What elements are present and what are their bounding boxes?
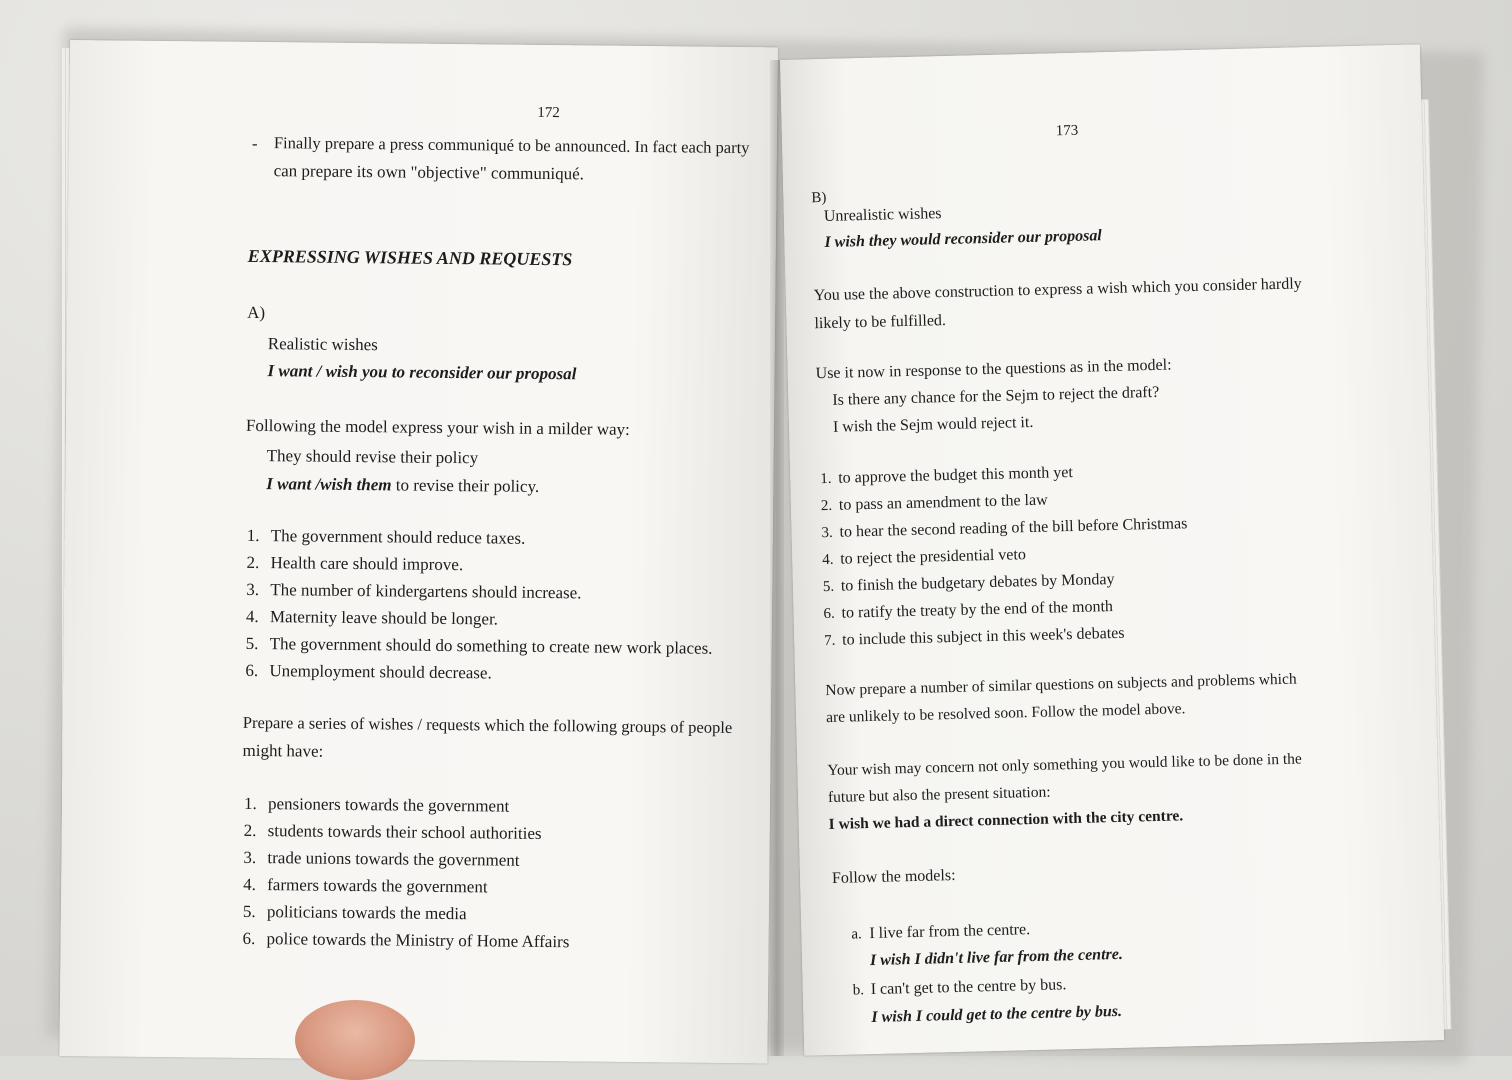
list-item: 4. farmers towards the government (243, 874, 488, 897)
part-a-subheading: Realistic wishes (267, 334, 378, 355)
list-item: 2. to pass an amendment to the law (820, 491, 1048, 515)
list-item: 2. students towards their school authorities (243, 820, 542, 843)
list-item: 4. to reject the presidential veto (822, 546, 1027, 569)
part-a-label: A) (247, 302, 266, 323)
section-heading: EXPRESSING WISHES AND REQUESTS (247, 245, 573, 270)
list-item: 5. to finish the budgetary debates by Monday (822, 570, 1115, 596)
follow-models-instruction: Follow the models: (831, 866, 956, 887)
page-number-right: 173 (1055, 122, 1079, 140)
present-line-1: Your wish may concern not only something you would like to be done in the (827, 750, 1303, 780)
intro-line-1: Finally prepare a press communiqué to be announced. In fact each party (273, 133, 750, 158)
list-item: 3. trade unions towards the government (243, 847, 520, 870)
part-b-label: B) (811, 189, 827, 207)
part-b-example: I wish they would reconsider our proposal (824, 227, 1102, 251)
book-gutter (770, 60, 784, 1056)
left-page (59, 40, 778, 1063)
milder-model-line: They should revise their policy (266, 446, 479, 468)
model-b-answer: I wish I could get to the centre by bus. (871, 1002, 1123, 1027)
list-item: 5. The government should do something to create new work places. (245, 633, 713, 658)
list-item: 3. to hear the second reading of the bill before Christmas (821, 515, 1188, 542)
prepare-line-1: Now prepare a number of similar questions on subjects and problems which (825, 670, 1297, 700)
milder-model-answer-bold: I want /wish them (266, 474, 392, 495)
present-example: I wish we had a direct connection with the city centre. (828, 807, 1184, 834)
right-page (780, 44, 1444, 1055)
intro-bullet: - (251, 133, 258, 153)
list-item: 6. police towards the Ministry of Home Affairs (242, 928, 570, 952)
part-a-example: I want / wish you to reconsider our proposal (267, 361, 577, 384)
list-item: 2. Health care should improve. (246, 552, 464, 575)
prepare-line-2: are unlikely to be resolved soon. Follow the model above. (825, 700, 1186, 727)
list-item: 1. The government should reduce taxes. (246, 525, 526, 548)
model-b-line: b. I can't get to the centre by bus. (852, 976, 1067, 999)
use-model-instruction: Use it now in response to the questions as in the model: (815, 356, 1172, 383)
list-item: 5. politicians towards the media (242, 901, 467, 924)
list-item: 6. Unemployment should decrease. (245, 660, 492, 683)
page-number-left: 172 (537, 104, 560, 122)
explanation-line-2: likely to be fulfilled. (814, 312, 947, 333)
milder-model-answer-rest: to revise their policy. (391, 475, 540, 496)
groups-instruction-line-1: Prepare a series of wishes / requests which the following groups of people (242, 712, 733, 737)
milder-instruction: Following the model express your wish in a milder way: (245, 415, 630, 439)
use-model-question: Is there any chance for the Sejm to reject the draft? (832, 383, 1160, 409)
milder-model-answer (266, 475, 539, 495)
use-model-answer: I wish the Sejm would reject it. (832, 413, 1034, 436)
explanation-line-1: You use the above construction to express a wish which you consider hardly (813, 275, 1302, 305)
present-line-2: future but also the present situation: (827, 783, 1051, 807)
finger-holding-page (295, 1000, 415, 1080)
list-item: 4. Maternity leave should be longer. (245, 606, 499, 629)
part-b-subheading: Unrealistic wishes (823, 205, 942, 225)
list-item: 1. pensioners towards the government (243, 793, 510, 816)
list-item: 3. The number of kindergartens should increase. (246, 579, 582, 603)
model-a-answer: I wish I didn't live far from the centre. (869, 945, 1124, 970)
model-a-line: a. I live far from the centre. (851, 921, 1031, 943)
intro-line-2: can prepare its own "objective" communiqué. (273, 161, 585, 184)
list-item: 1. to approve the budget this month yet (820, 463, 1073, 488)
list-item: 6. to ratify the treaty by the end of the month (823, 598, 1114, 623)
groups-instruction-line-2: might have: (242, 740, 324, 761)
list-item: 7. to include this subject in this week's debates (824, 624, 1125, 650)
